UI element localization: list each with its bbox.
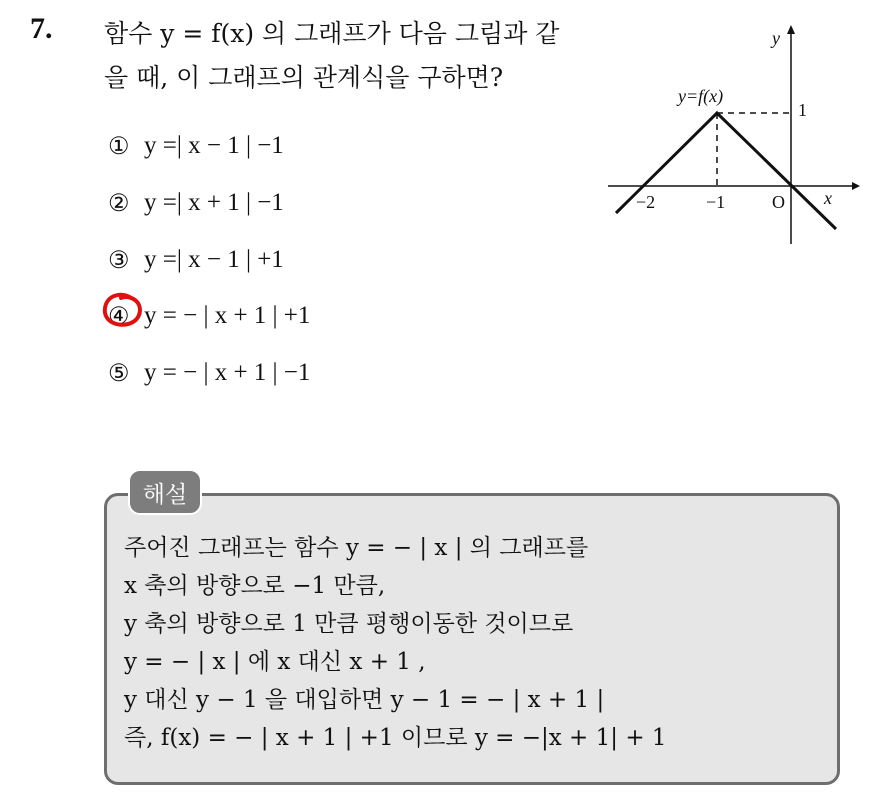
tick-label-neg2: −2	[636, 192, 656, 212]
solution-line-1: 주어진 그래프는 함수 y = − | x | 의 그래프를	[124, 535, 589, 561]
option-3[interactable]	[108, 246, 284, 274]
option-4-mark: ④	[108, 302, 130, 330]
option-5[interactable]	[108, 359, 310, 387]
option-5-expression: y = − | x + 1 | −1	[144, 359, 311, 386]
solution-line-5: y 대신 y − 1 을 대입하면 y − 1 = − | x + 1 |	[124, 687, 605, 713]
solution-line-3: y 축의 방향으로 1 만큼 평행이동한 것이므로	[124, 611, 574, 637]
question-text-line-1: 함수 y = f(x) 의 그래프가 다음 그림과 같	[104, 19, 560, 48]
curve-label: y=f(x)	[678, 86, 724, 106]
function-graph	[600, 18, 860, 258]
option-5-mark: ⑤	[108, 359, 130, 387]
y-axis-label: y	[772, 28, 780, 48]
tick-label-neg1: −1	[706, 192, 726, 212]
option-1[interactable]	[108, 132, 284, 160]
question-text-line-2: 을 때, 이 그래프의 관계식을 구하면?	[104, 63, 504, 92]
origin-label: O	[772, 192, 785, 212]
tick-label-y-1: 1	[798, 100, 807, 120]
solution-line-4: y = − | x | 에 x 대신 x + 1 ,	[124, 649, 426, 675]
solution-line-6: 즉, f(x) = − | x + 1 | +1 이므로 y = −|x + 1| + 1	[124, 725, 667, 751]
option-1-mark: ①	[108, 132, 130, 160]
option-3-expression: y =| x − 1 | +1	[144, 246, 284, 273]
question-number: 7.	[30, 12, 53, 45]
solution-line-2: x 축의 방향으로 −1 만큼,	[124, 573, 386, 599]
solution-tab: 해설	[128, 469, 202, 515]
option-2-mark: ②	[108, 189, 130, 217]
y-axis-arrow-icon	[787, 25, 795, 34]
x-axis-label: x	[824, 188, 832, 208]
answer-circle-mark	[101, 292, 143, 329]
option-1-expression: y =| x − 1 | −1	[144, 132, 284, 159]
x-axis-arrow-icon	[852, 182, 860, 190]
option-2-expression: y =| x + 1 | −1	[144, 189, 284, 216]
option-2[interactable]	[108, 189, 284, 217]
option-4-expression: y = − | x + 1 | +1	[144, 302, 311, 329]
option-3-mark: ③	[108, 246, 130, 274]
